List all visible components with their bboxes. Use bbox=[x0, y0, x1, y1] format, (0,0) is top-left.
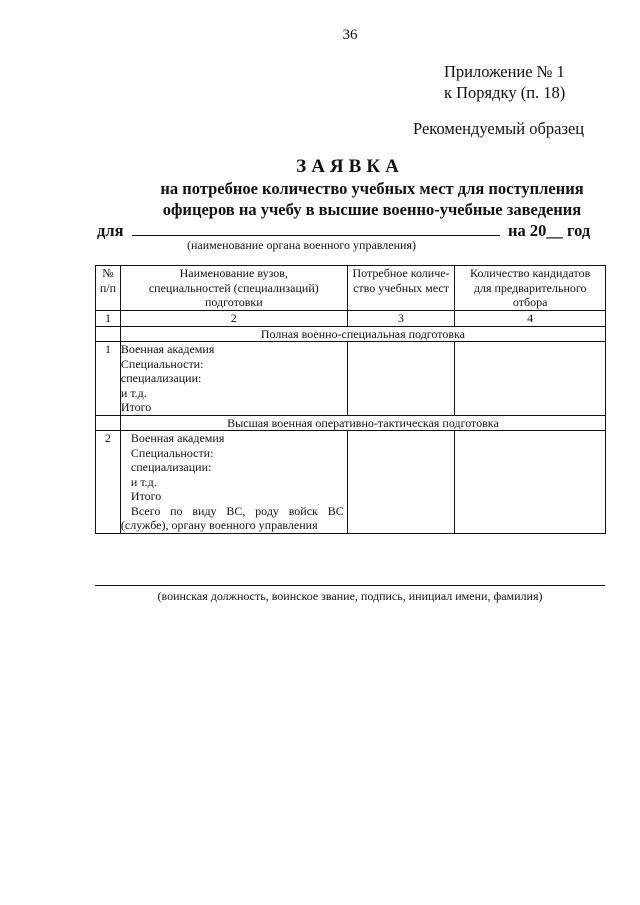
grand-total-line-2: (службе), органу военного управления bbox=[120, 518, 318, 532]
appendix-reference bbox=[444, 61, 565, 103]
request-table bbox=[95, 265, 606, 534]
list-item: Военная академия bbox=[120, 342, 215, 356]
header-candidates-line-3: отбора bbox=[512, 295, 548, 309]
document-title: ЗАЯВКА bbox=[296, 156, 404, 177]
row-number: 2 bbox=[96, 431, 121, 534]
list-item: специализации: bbox=[130, 460, 212, 474]
header-candidates bbox=[455, 266, 606, 311]
header-places-line-2: ство учебных мест bbox=[353, 280, 449, 295]
list-item: и т.д. bbox=[120, 385, 147, 400]
header-name-line-2: специальностей (специализаций) bbox=[148, 280, 319, 295]
signature-line bbox=[95, 585, 605, 586]
year-label: на 20__ год bbox=[508, 221, 591, 240]
header-num-line-2: п/п bbox=[99, 280, 117, 295]
list-item: и т.д. bbox=[130, 474, 157, 489]
section-body-row bbox=[96, 342, 606, 416]
section-title-row bbox=[96, 326, 606, 342]
column-number: 3 bbox=[347, 311, 455, 327]
list-item: Итого bbox=[130, 489, 162, 503]
subtitle-line-2: офицеров на учебу в высшие военно-учебные заведения bbox=[162, 200, 582, 219]
subtitle-line-1: на потребное количество учебных мест для поступления bbox=[160, 179, 584, 198]
header-name bbox=[120, 266, 347, 311]
sample-label: Рекомендуемый образец bbox=[413, 119, 585, 138]
recipient-blank-line bbox=[132, 235, 500, 236]
places-cell bbox=[347, 431, 455, 534]
section-items bbox=[120, 431, 347, 534]
grand-total-line-1: Всего по виду ВС, роду войск ВС bbox=[130, 503, 344, 518]
header-name-line-3: подготовки bbox=[204, 295, 263, 309]
header-places-line-1: Потребное количе- bbox=[352, 266, 450, 280]
empty-cell bbox=[96, 326, 121, 342]
section-title-row bbox=[96, 415, 606, 431]
header-name-line-1: Наименование вузов, bbox=[179, 266, 288, 280]
header-num-line-1: № bbox=[102, 266, 114, 280]
header-candidates-line-1: Количество кандидатов bbox=[470, 266, 591, 280]
header-places bbox=[347, 266, 455, 311]
section-items bbox=[120, 342, 347, 416]
column-number: 1 bbox=[96, 311, 121, 327]
document-subtitle bbox=[92, 178, 640, 220]
section-body-row bbox=[96, 431, 606, 534]
list-item: специализации: bbox=[120, 371, 202, 385]
header-candidates-line-2: для предварительного bbox=[473, 280, 587, 295]
candidates-cell bbox=[455, 342, 606, 416]
appendix-line-1: Приложение № 1 bbox=[444, 62, 565, 81]
list-item: Итого bbox=[120, 400, 152, 414]
column-number: 2 bbox=[120, 311, 347, 327]
column-number-row bbox=[96, 311, 606, 327]
appendix-line-2: к Порядку (п. 18) bbox=[444, 83, 566, 102]
header-num bbox=[96, 266, 121, 311]
list-item: Военная академия bbox=[130, 431, 225, 445]
page-number: 36 bbox=[342, 27, 358, 43]
signature-caption: (воинская должность, воинское звание, подпись, инициал имени, фамилия) bbox=[157, 589, 543, 603]
for-label: для bbox=[97, 221, 124, 240]
list-item: Специальности: bbox=[120, 356, 204, 371]
candidates-cell bbox=[455, 431, 606, 534]
table-header-row bbox=[96, 266, 606, 311]
section-title: Высшая военная оперативно-тактическая подготовка bbox=[120, 415, 605, 431]
empty-cell bbox=[96, 415, 121, 431]
section-title: Полная военно-специальная подготовка bbox=[120, 326, 605, 342]
org-caption: (наименование органа военного управления) bbox=[187, 238, 416, 252]
row-number: 1 bbox=[96, 342, 121, 416]
places-cell bbox=[347, 342, 455, 416]
list-item: Специальности: bbox=[130, 445, 214, 460]
column-number: 4 bbox=[455, 311, 606, 327]
